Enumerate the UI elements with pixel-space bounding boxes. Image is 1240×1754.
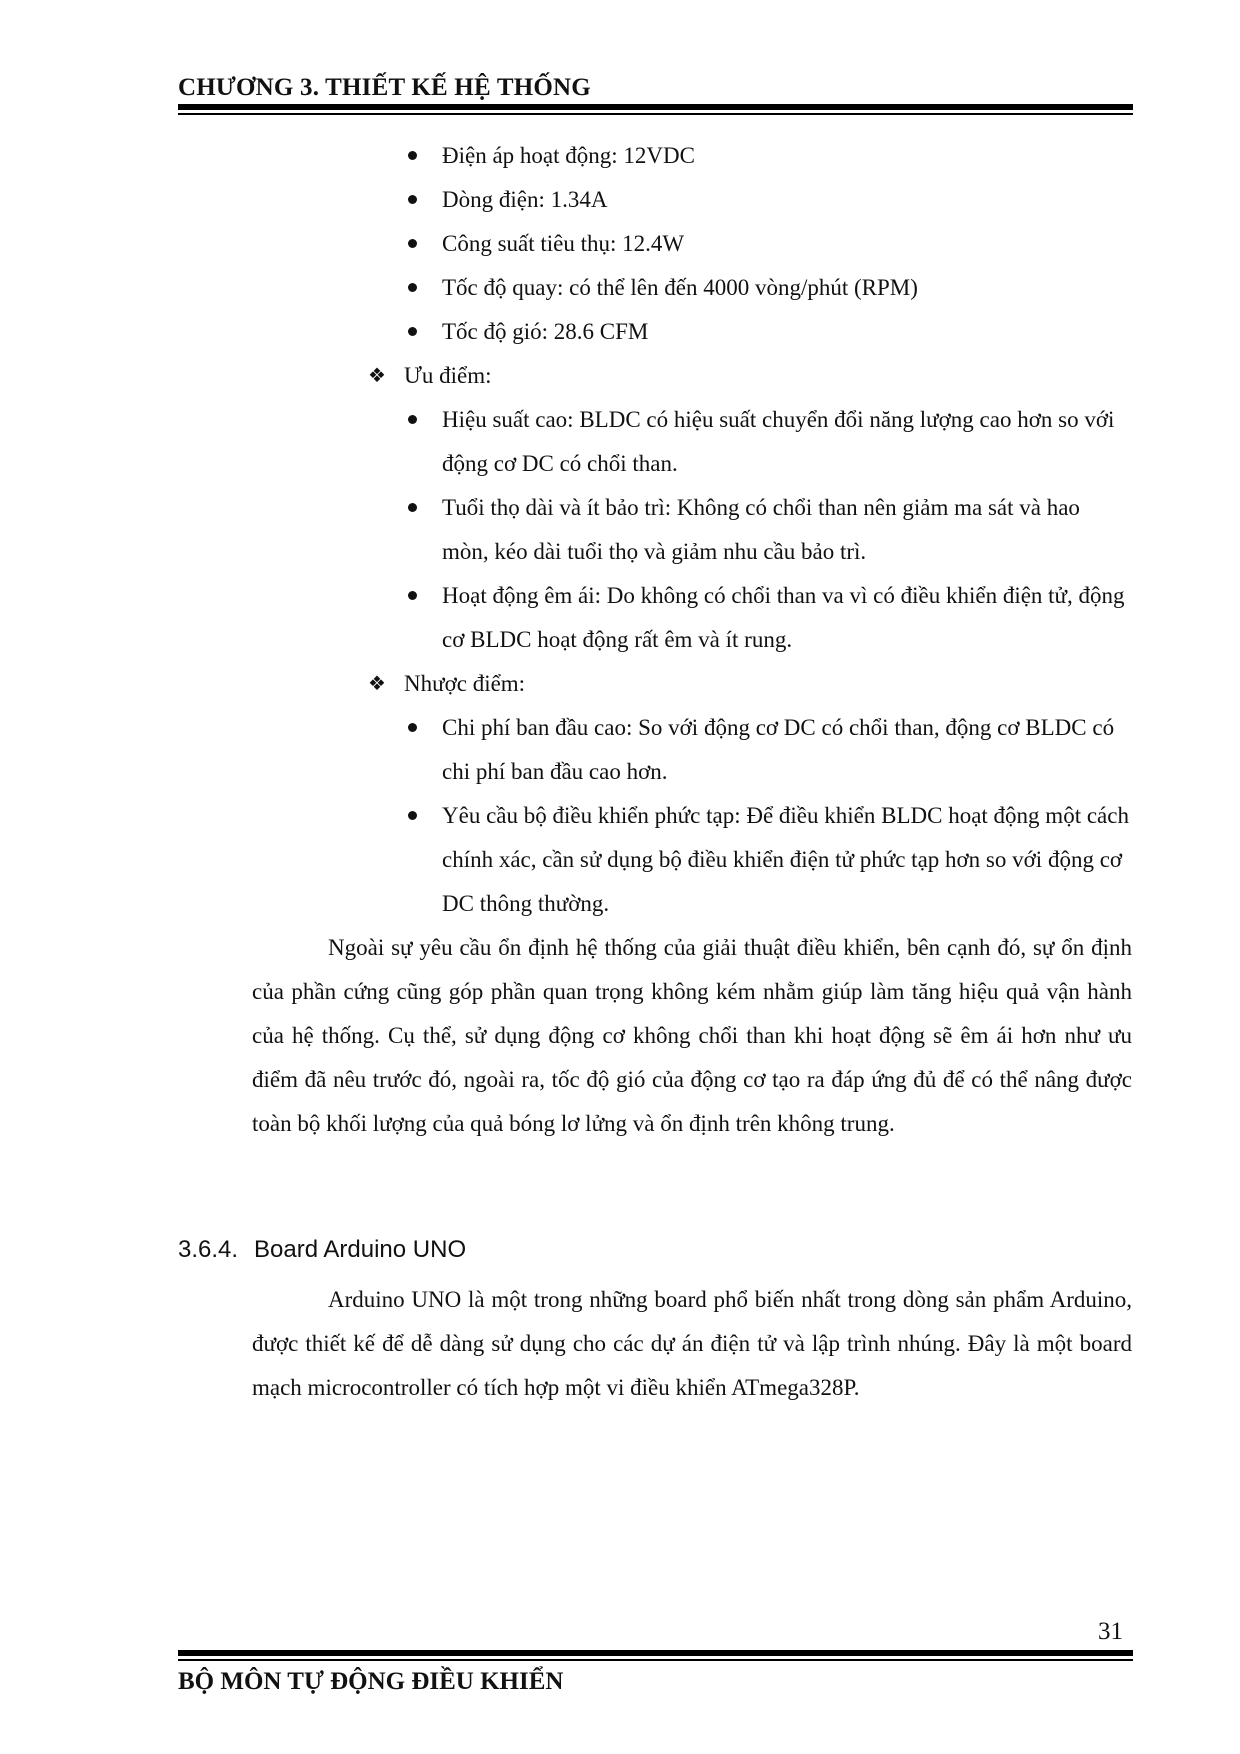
bullet-icon <box>408 503 417 512</box>
bullet-icon <box>408 283 417 292</box>
section-number: 3.6.4. <box>178 1236 239 1263</box>
advantage-item: Hoạt động êm ái: Do không có chổi than va vì có điều khiển điện tử, động cơ BLDC hoạt động rất êm và ít rung. <box>442 574 1132 662</box>
bullet-icon <box>408 151 417 160</box>
section-paragraph: Arduino UNO là một trong những board phổ biến nhất trong dòng sản phẩm Arduino, được thiết kế để dễ dàng sử dụng cho các dự án điện tử và lập trình nhúng. Đây là một board mạch microcontroller có tích hợp một vi điều khiển ATmega328P. <box>252 1287 1132 1400</box>
advantages-heading: ❖ Ưu điểm: <box>404 354 491 398</box>
disadvantage-item: Chi phí ban đầu cao: So với động cơ DC có chổi than, động cơ BLDC có chi phí ban đầu cao hơn. <box>442 706 1132 794</box>
section-heading <box>178 1236 466 1264</box>
spec-item: Tốc độ gió: 28.6 CFM <box>442 310 1132 354</box>
advantage-item: Hiệu suất cao: BLDC có hiệu suất chuyển đổi năng lượng cao hơn so với động cơ DC có chổi than. <box>442 398 1132 486</box>
spec-item: Tốc độ quay: có thể lên đến 4000 vòng/phút (RPM) <box>442 266 1132 310</box>
section-title: Board Arduino UNO <box>254 1236 467 1263</box>
bullet-icon <box>408 811 417 820</box>
disadvantages-heading: ❖ Nhược điểm: <box>404 662 525 706</box>
footer-rule <box>178 1650 1133 1656</box>
header-title: CHƯƠNG 3. THIẾT KẾ HỆ THỐNG <box>178 74 591 101</box>
bullet-icon <box>408 415 417 424</box>
advantage-item: Tuổi thọ dài và ít bảo trì: Không có chổi than nên giảm ma sát và hao mòn, kéo dài tuổi thọ và giảm nhu cầu bảo trì. <box>442 486 1132 574</box>
page-number: 31 <box>1098 1618 1123 1645</box>
diamond-bullet-icon: ❖ <box>368 365 386 387</box>
spec-item: Dòng điện: 1.34A <box>442 178 1132 222</box>
disadvantage-item: Yêu cầu bộ điều khiển phức tạp: Để điều khiển BLDC hoạt động một cách chính xác, cần sử dụng bộ điều khiển điện tử phức tạp hơn so với động cơ DC thông thường. <box>442 794 1132 926</box>
spec-item: Công suất tiêu thụ: 12.4W <box>442 222 1132 266</box>
bullet-icon <box>408 195 417 204</box>
bullet-icon <box>408 239 417 248</box>
header-rule-thin <box>178 113 1133 115</box>
bullet-icon <box>408 591 417 600</box>
spec-item: Điện áp hoạt động: 12VDC <box>442 134 1132 178</box>
summary-paragraph: Ngoài sự yêu cầu ổn định hệ thống của giải thuật điều khiển, bên cạnh đó, sự ổn định của phần cứng cũng góp phần quan trọng không kém nhằm giúp làm tăng hiệu quả vận hành của hệ thống. Cụ thể, sử dụng động cơ không chổi than khi hoạt động sẽ êm ái hơn như ưu điểm đã nêu trước đó, ngoài ra, tốc độ gió của động cơ tạo ra đáp ứng đủ để có thể nâng được toàn bộ khối lượng của quả bóng lơ lửng và ổn định trên không trung. <box>252 935 1132 1136</box>
footer-rule-thin <box>178 1659 1133 1661</box>
diamond-bullet-icon: ❖ <box>368 673 386 695</box>
footer-title: BỘ MÔN TỰ ĐỘNG ĐIỀU KHIỂN <box>178 1668 564 1695</box>
bullet-icon <box>408 723 417 732</box>
header-rule <box>178 104 1133 110</box>
bullet-icon <box>408 327 417 336</box>
